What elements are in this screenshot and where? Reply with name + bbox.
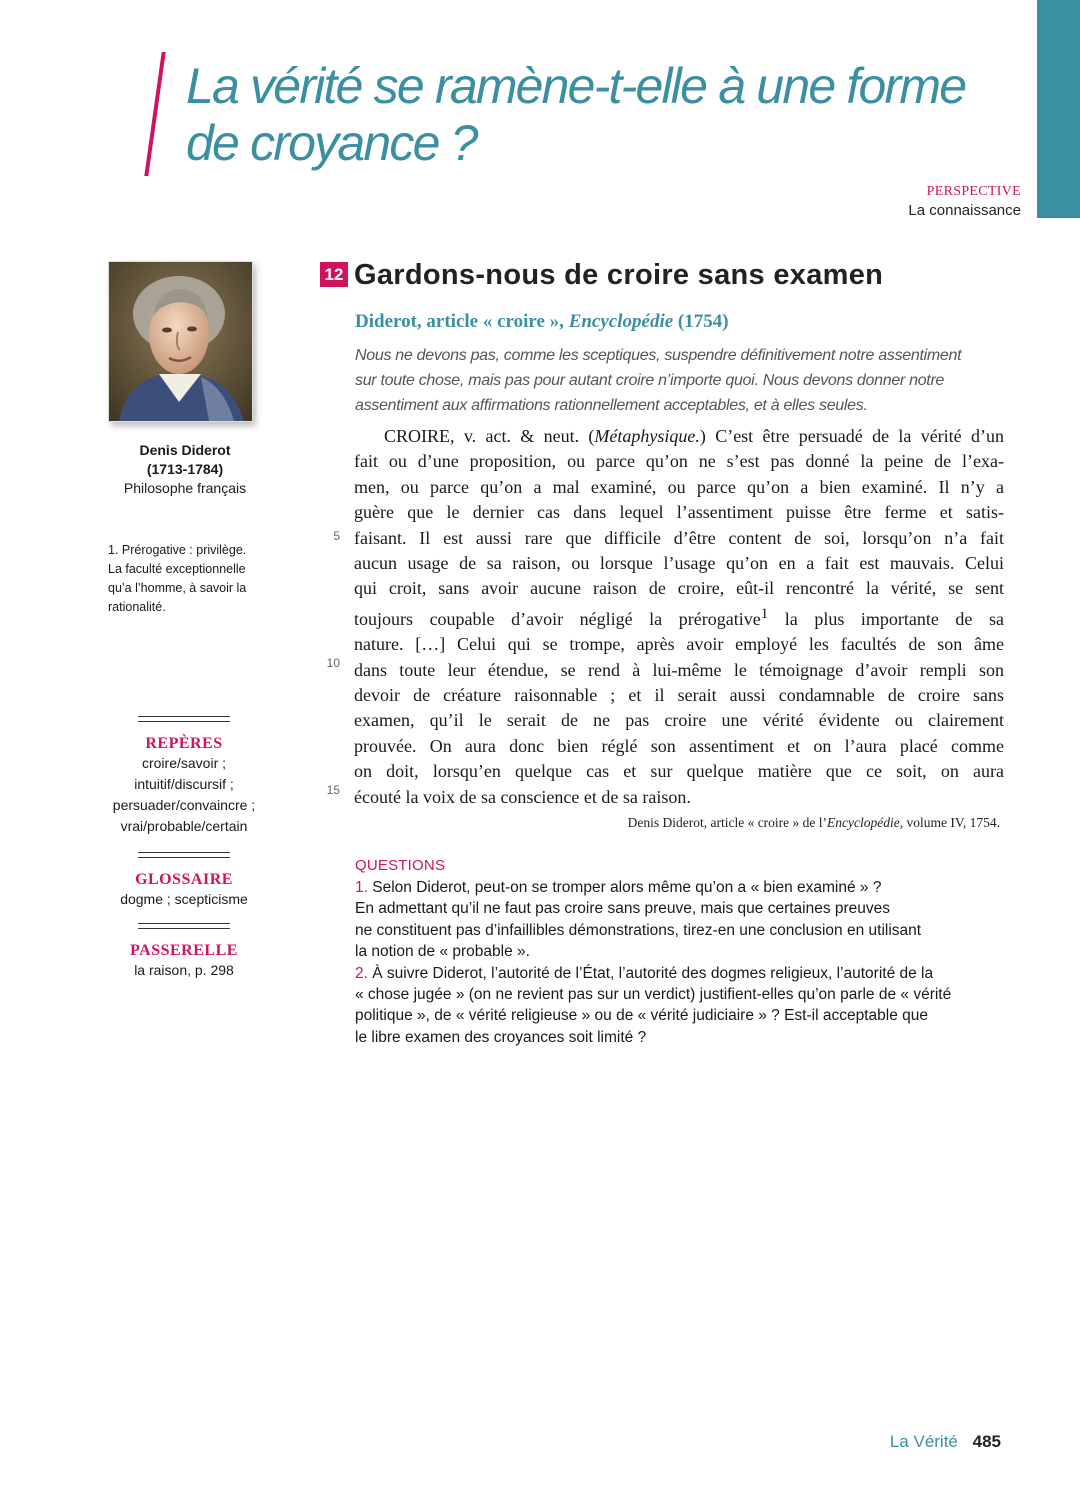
question-1 (355, 877, 1015, 898)
text-line (354, 424, 1004, 449)
intro-line: assentiment aux affirmations rationnellement acceptables, et à elles seules. (355, 397, 868, 414)
question-number: 1. (355, 879, 368, 896)
text-line: men, ou parce qu’on a mal examiné, ou parce qu’on a bien examiné. Il n’y a (354, 476, 1004, 497)
text-line: examen, qu’il le serait de ne pas croire une vérité évidente ou clairement (354, 710, 1004, 731)
question-text: ne constituent pas d’infaillibles démonstrations, tirez-en une conclusion en utilisant (355, 921, 922, 939)
reperes-heading: REPÈRES (145, 735, 223, 752)
text-segment: la plus importante de sa (768, 608, 1004, 629)
citation-work: Encyclopédie (827, 815, 900, 830)
page-footer (890, 1432, 1001, 1452)
double-rule (138, 923, 230, 929)
source-work: Encyclopédie (568, 311, 674, 332)
glossaire-heading: GLOSSAIRE (135, 871, 233, 888)
text-line: écouté la voix de sa conscience et de sa raison. (354, 786, 691, 807)
text-line: on doit, lorsqu’en quelque cas et sur quelque matière que ce soit, on aura (354, 761, 1004, 782)
questions-list (355, 877, 1015, 1048)
portrait-image (109, 262, 252, 421)
double-rule (138, 852, 230, 858)
question-text: politique », de « vérité religieuse » ou de « vérité judiciaire » ? Est-il acceptable que (355, 1007, 928, 1025)
text-line: prouvée. On aura donc bien réglé son assentiment et on l’aura placé comme (354, 735, 1004, 756)
title-accent-bar (144, 52, 165, 176)
text-line: guère que le dernier cas dans lequel l’assentiment puisse être ferme et satis- (354, 502, 1004, 523)
question-text: le libre examen des croyances soit limité ? (355, 1028, 647, 1046)
document-text (354, 424, 1004, 810)
document-title: Gardons-nous de croire sans examen (354, 259, 884, 291)
text-italic: Métaphysique. (594, 426, 700, 446)
footnote-line: rationalité. (108, 600, 166, 614)
document-number-badge: 12 (320, 262, 348, 287)
text-segment: toujours coupable d’avoir négligé la prérogative (354, 608, 761, 629)
intro-line: Nous ne devons pas, comme les sceptiques, suspendre définitivement notre assentiment (355, 347, 962, 364)
text-line (354, 602, 1004, 632)
page-title (186, 58, 1006, 172)
document-source (355, 311, 729, 333)
passerelle-heading: PASSERELLE (130, 942, 238, 959)
text-line: nature. […] Celui qui se trompe, après avoir employé les facultés de son âme (354, 634, 1004, 655)
question-text: Selon Diderot, peut-on se tromper alors même qu’on a « bien examiné » ? (367, 879, 882, 896)
perspective-value: La connaissance (908, 202, 1021, 219)
passerelle-text: la raison, p. 298 (134, 962, 234, 978)
perspective-label: PERSPECTIVE (926, 184, 1021, 199)
questions-heading: QUESTIONS (355, 857, 446, 874)
text-line: faisant. Il est aussi rare que difficile d’être content de soi, lorsqu’on n’a fait (354, 527, 1004, 548)
double-rule (138, 716, 230, 722)
page-title-line1: La vérité se ramène-t-elle à une forme (186, 58, 966, 114)
question-text: En admettant qu’il ne faut pas croire sans preuve, mais que certaines preuves (355, 900, 891, 918)
footnote (108, 541, 268, 617)
author-dates: (1713-1784) (146, 461, 224, 477)
text-segment: CROIRE, v. act. & neut. ( (384, 426, 595, 446)
line-number: 5 (333, 529, 340, 543)
question-number: 2. (355, 964, 368, 982)
source-main: Diderot, article « croire », (355, 311, 569, 332)
text-line: dans toute leur étendue, se rend à lui-même le témoignage d’avoir rempli son (354, 659, 1004, 680)
intro-line: sur toute chose, mais pas pour autant croire n’importe quoi. Nous devons donner notre (355, 372, 945, 389)
citation-text: Denis Diderot, article « croire » de l’ (627, 815, 828, 830)
perspective-block (908, 184, 1021, 219)
reperes-item: croire/savoir ; (141, 755, 227, 771)
line-number: 10 (326, 656, 340, 670)
glossaire-box (120, 852, 248, 910)
question-text: À suivre Diderot, l’autorité de l’État, l’autorité des dogmes religieux, l’autorité de la (367, 964, 934, 982)
line-number: 15 (326, 783, 340, 797)
page-number: 485 (972, 1432, 1001, 1451)
author-portrait (108, 261, 253, 422)
text-line: qui croit, sans avoir aucune raison de croire, eût-il rencontré la vérité, se sent (354, 578, 1004, 599)
footnote-line: La faculté exceptionnelle (108, 562, 246, 576)
footnote-ref: 1 (760, 605, 769, 622)
text-segment: ) C’est être persuadé de la vérité d’un (699, 426, 1004, 446)
reperes-box (112, 716, 256, 837)
question-2 (355, 963, 1015, 984)
passerelle-box (130, 923, 238, 981)
reperes-item: vrai/probable/certain (120, 818, 248, 834)
text-line: fait ou d’une proposition, ou parce qu’on ne s’est pas donné la peine de l’exa- (354, 451, 1004, 472)
author-caption (90, 441, 280, 498)
reperes-item: persuader/convaincre ; (112, 797, 256, 813)
text-line: aucun usage de sa raison, ou lorsque l’usage qu’on en a fait est mauvais. Celui (354, 553, 1004, 574)
author-name: Denis Diderot (139, 442, 231, 458)
question-text: la notion de « probable ». (355, 943, 530, 961)
footnote-line: qu’a l’homme, à savoir la (108, 581, 247, 595)
footer-chapter: La Vérité (889, 1432, 958, 1451)
footnote-line: 1. Prérogative : privilège. (108, 543, 247, 557)
reperes-item: intuitif/discursif ; (134, 776, 234, 792)
citation-text: , volume IV, 1754. (899, 815, 1000, 830)
author-role: Philosophe français (123, 480, 247, 496)
text-line: devoir de créature raisonnable ; et il serait aussi condamnable de croire sans (354, 685, 1004, 706)
question-text: « chose jugée » (on ne revient pas sur un verdict) justifient-elles qu’on parle de « vérité (355, 986, 952, 1004)
source-year: (1754) (673, 311, 729, 332)
chapter-tab (1037, 0, 1080, 218)
document-intro (355, 343, 1005, 418)
citation (628, 815, 1000, 831)
page-title-line2: de croyance ? (186, 115, 477, 171)
glossaire-text: dogme ; scepticisme (120, 891, 248, 907)
